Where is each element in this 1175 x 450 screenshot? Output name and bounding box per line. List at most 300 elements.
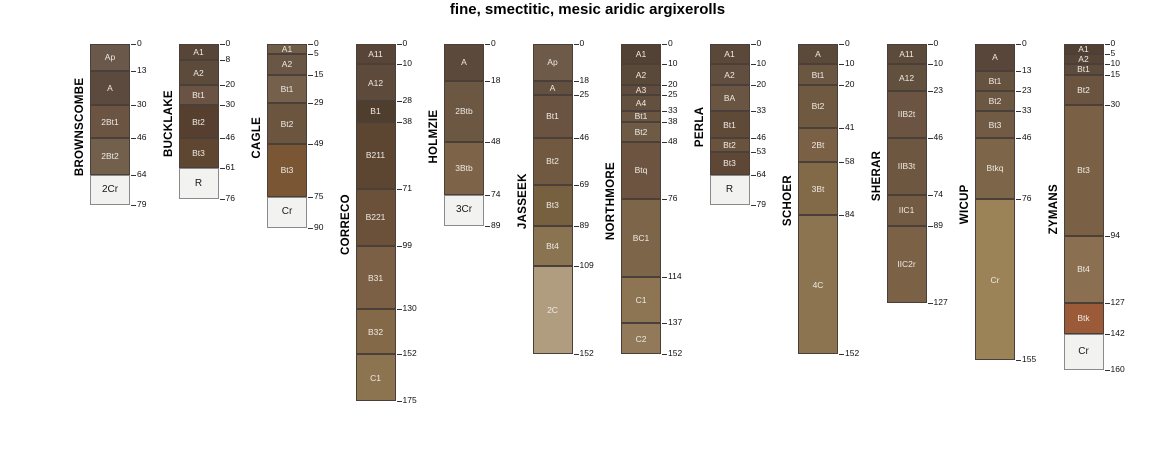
depth-tick (1016, 91, 1021, 92)
depth-tick (1105, 303, 1110, 304)
depth-tick-label: 99 (402, 239, 412, 250)
horizon-btk[interactable] (1064, 303, 1104, 334)
horizon-a11[interactable] (356, 44, 396, 64)
depth-tick-label: 33 (668, 105, 678, 116)
horizon-label: A (461, 57, 467, 68)
horizon-label: A (815, 49, 821, 60)
depth-tick-label: 15 (1110, 68, 1120, 79)
depth-tick-label: 61 (225, 162, 235, 173)
depth-tick-label: 10 (1110, 58, 1120, 69)
horizon-iib2t[interactable] (887, 91, 927, 138)
horizon-c1[interactable] (621, 277, 661, 324)
horizon-label: A2 (281, 59, 293, 70)
horizon-bt2[interactable] (621, 122, 661, 142)
depth-tick (751, 85, 756, 86)
horizon-a1[interactable] (1064, 44, 1104, 54)
horizon-bt4[interactable] (533, 226, 573, 267)
depth-tick-label: 23 (1022, 84, 1032, 95)
profile-label-bucklake: BUCKLAKE (162, 90, 175, 157)
horizon-b1[interactable] (356, 101, 396, 121)
horizon-label: Bt2 (192, 116, 205, 127)
depth-tick (751, 111, 756, 112)
depth-tick-label: 46 (933, 131, 943, 142)
horizon-b32[interactable] (356, 309, 396, 354)
depth-tick (751, 175, 756, 176)
horizon-bt2[interactable] (1064, 75, 1104, 106)
horizon-ap[interactable] (533, 44, 573, 81)
profile-label-jasseek: JASSEEK (516, 173, 529, 229)
horizon-a[interactable] (90, 71, 130, 106)
depth-tick (131, 44, 136, 45)
depth-tick-label: 10 (845, 58, 855, 69)
horizon-r[interactable] (710, 175, 750, 206)
depth-tick-label: 18 (491, 74, 501, 85)
depth-tick (662, 323, 667, 324)
depth-tick-label: 20 (845, 78, 855, 89)
horizon-label: Bt4 (546, 240, 559, 251)
horizon-label: 2Bt (811, 139, 825, 150)
horizon-ap[interactable] (90, 44, 130, 71)
depth-tick-label: 142 (1110, 327, 1125, 338)
horizon-bt1[interactable] (798, 64, 838, 84)
horizon-label: A1 (281, 44, 293, 55)
profile-bar (356, 44, 396, 401)
horizon-a1[interactable] (710, 44, 750, 64)
depth-tick (574, 95, 579, 96)
depth-tick (308, 103, 313, 104)
depth-tick-label: 130 (402, 303, 417, 314)
horizon-label: C1 (635, 295, 647, 305)
depth-tick-label: 30 (1110, 99, 1120, 110)
horizon-bt3[interactable] (533, 185, 573, 226)
depth-tick-label: 20 (668, 78, 678, 89)
depth-tick-label: 89 (933, 219, 943, 230)
depth-tick-label: 0 (137, 38, 142, 48)
depth-tick-label: 8 (225, 54, 231, 65)
horizon-bt1[interactable] (710, 111, 750, 138)
depth-tick (485, 81, 490, 82)
profile-label-sherar: SHERAR (870, 150, 883, 201)
depth-tick-label: 25 (579, 89, 589, 99)
horizon-label: A2 (635, 69, 647, 80)
depth-tick-label: 13 (1022, 64, 1032, 75)
horizon-3bt[interactable] (798, 162, 838, 215)
depth-tick-label: 13 (137, 64, 147, 75)
depth-tick-label: 10 (668, 58, 678, 69)
depth-tick (485, 44, 490, 45)
depth-tick-label: 29 (314, 97, 324, 108)
horizon-a2[interactable] (267, 54, 307, 74)
depth-tick-label: 46 (137, 131, 147, 142)
horizon-label: C2 (635, 333, 647, 344)
depth-tick-label: 0 (845, 38, 850, 48)
depth-tick (485, 195, 490, 196)
depth-tick (839, 354, 844, 355)
horizon-label: Cr (1078, 346, 1089, 358)
horizon-label: Bt3 (988, 119, 1002, 130)
depth-tick (220, 60, 225, 61)
horizon-label: Bt1 (280, 83, 294, 94)
profile-label-cagle: CAGLE (251, 116, 263, 159)
profile-bar (179, 44, 219, 199)
depth-tick (839, 64, 844, 65)
depth-tick-label: 114 (668, 270, 682, 281)
horizon-label: Bt2 (546, 156, 559, 167)
depth-tick-label: 20 (756, 78, 766, 89)
horizon-a[interactable] (533, 81, 573, 95)
depth-tick (220, 105, 225, 106)
profile-label-perla: PERLA (693, 106, 706, 147)
depth-tick (1016, 111, 1021, 112)
horizon-bt3[interactable] (267, 144, 307, 197)
horizon-bt2[interactable] (975, 91, 1015, 111)
horizon-label: A (107, 82, 113, 93)
depth-tick (397, 354, 402, 355)
horizon-bt1[interactable] (1064, 64, 1104, 74)
depth-tick-label: 75 (314, 191, 324, 201)
depth-tick (220, 168, 225, 169)
depth-tick-label: 10 (402, 58, 412, 69)
depth-tick-label: 109 (579, 260, 594, 271)
depth-tick-label: 46 (579, 131, 589, 142)
depth-tick-label: 0 (579, 38, 585, 48)
depth-tick-label: 79 (137, 199, 147, 210)
depth-tick-label: 76 (225, 193, 235, 204)
profile-label-northmore: NORTHMORE (605, 162, 617, 241)
depth-tick-label: 0 (1022, 38, 1027, 48)
horizon-a1[interactable] (267, 44, 307, 54)
depth-tick-label: 0 (225, 38, 231, 48)
depth-tick-label: 89 (491, 219, 501, 230)
depth-tick-label: 152 (845, 348, 860, 359)
depth-tick (662, 44, 667, 45)
horizon-label: Bt2 (280, 118, 294, 129)
horizon-label: 2Bt1 (101, 116, 119, 127)
depth-tick (397, 122, 402, 123)
depth-tick-label: 33 (1022, 105, 1032, 116)
depth-tick-label: 18 (579, 74, 589, 85)
horizon-bt1[interactable] (533, 95, 573, 138)
horizon-label: Bt3 (1077, 165, 1090, 176)
depth-tick (397, 64, 402, 65)
horizon-label: A3 (635, 84, 647, 95)
horizon-label: B32 (367, 326, 384, 337)
depth-tick-label: 76 (668, 193, 678, 204)
depth-tick (662, 122, 667, 123)
depth-tick (662, 199, 667, 200)
depth-tick-label: 76 (1022, 193, 1032, 204)
depth-tick (928, 195, 933, 196)
horizon-label: 3Bt (811, 183, 825, 194)
horizon-2c[interactable] (533, 266, 573, 354)
horizon-a11[interactable] (887, 44, 927, 64)
profile-bar (710, 44, 750, 205)
horizon-label: Bt1 (192, 89, 205, 100)
horizon-a2[interactable] (1064, 54, 1104, 64)
depth-tick (928, 64, 933, 65)
depth-tick (131, 205, 136, 206)
depth-tick-label: 175 (402, 395, 417, 405)
profile-bar (887, 44, 927, 303)
depth-tick-label: 69 (579, 178, 589, 189)
depth-tick (397, 309, 402, 310)
depth-tick-label: 46 (1022, 131, 1032, 142)
horizon-label: A2 (1078, 54, 1089, 65)
horizon-a2[interactable] (179, 60, 219, 84)
horizon-2bt1[interactable] (90, 105, 130, 138)
depth-tick (839, 215, 844, 216)
depth-tick (397, 189, 402, 190)
depth-tick (131, 105, 136, 106)
horizon-c1[interactable] (356, 354, 396, 401)
depth-tick (751, 64, 756, 65)
depth-tick (220, 199, 225, 200)
horizon-3cr[interactable] (444, 195, 484, 226)
depth-tick-label: 46 (225, 131, 235, 142)
horizon-2btb[interactable] (444, 81, 484, 142)
horizon-b31[interactable] (356, 246, 396, 309)
horizon-bt1[interactable] (975, 71, 1015, 91)
horizon-label: Bt1 (1077, 64, 1090, 75)
horizon-2bt2[interactable] (90, 138, 130, 175)
depth-tick-label: 53 (756, 146, 766, 157)
horizon-label: A (992, 52, 998, 63)
profile-bar (267, 44, 307, 228)
horizon-bt3[interactable] (179, 138, 219, 169)
depth-tick (1105, 370, 1110, 371)
depth-tick-label: 10 (756, 58, 766, 69)
depth-tick-label: 30 (225, 99, 235, 110)
profile-bar (90, 44, 130, 205)
depth-tick (1016, 199, 1021, 200)
horizon-bt2[interactable] (533, 138, 573, 185)
depth-tick-label: 23 (933, 84, 943, 95)
horizon-cr[interactable] (267, 197, 307, 228)
depth-tick (662, 142, 667, 143)
horizon-label: 2Btb (455, 106, 473, 117)
depth-tick (1105, 44, 1110, 45)
horizon-iic2r[interactable] (887, 226, 927, 304)
depth-tick (751, 44, 756, 45)
horizon-bt4[interactable] (1064, 236, 1104, 303)
horizon-a4[interactable] (621, 95, 661, 111)
horizon-a3[interactable] (621, 85, 661, 95)
horizon-label: IIC1 (898, 205, 915, 216)
horizon-r[interactable] (179, 168, 219, 199)
horizon-c2[interactable] (621, 323, 661, 354)
horizon-a12[interactable] (356, 64, 396, 101)
horizon-label: BA (723, 93, 736, 104)
horizon-label: A12 (898, 72, 915, 83)
horizon-label: A1 (193, 47, 204, 58)
profile-bar (975, 44, 1015, 360)
horizon-label: C1 (370, 372, 381, 383)
depth-tick (751, 138, 756, 139)
horizon-a2[interactable] (710, 64, 750, 84)
horizon-label: 2C (547, 305, 558, 316)
horizon-bc1[interactable] (621, 199, 661, 277)
horizon-3btb[interactable] (444, 142, 484, 195)
horizon-4c[interactable] (798, 215, 838, 354)
depth-tick-label: 0 (491, 38, 496, 48)
depth-tick-label: 152 (579, 348, 594, 359)
horizon-label: R (194, 177, 203, 189)
horizon-label: IIB2t (897, 109, 916, 120)
depth-tick-label: 10 (933, 58, 943, 69)
horizon-label: Bt2 (1077, 84, 1090, 95)
depth-tick (1016, 360, 1021, 361)
depth-tick (397, 246, 402, 247)
depth-tick-label: 94 (1110, 229, 1120, 240)
horizon-label: Bt2 (634, 126, 648, 137)
depth-tick (574, 185, 579, 186)
horizon-label: B211 (365, 150, 386, 161)
horizon-btkq[interactable] (975, 138, 1015, 199)
horizon-iib3t[interactable] (887, 138, 927, 195)
horizon-2cr[interactable] (90, 175, 130, 206)
depth-tick-label: 0 (402, 38, 408, 48)
horizon-label: A2 (193, 67, 204, 78)
depth-tick-label: 49 (314, 137, 324, 148)
profile-bar (621, 44, 661, 354)
profile-bar (798, 44, 838, 354)
depth-tick-label: 28 (402, 95, 412, 106)
horizon-a12[interactable] (887, 64, 927, 91)
profile-label-holmzie: HOLMZIE (428, 109, 440, 164)
depth-tick (574, 266, 579, 267)
profile-label-wicup: WICUP (959, 184, 971, 225)
horizon-a[interactable] (975, 44, 1015, 71)
horizon-a[interactable] (798, 44, 838, 64)
horizon-label: Btq (634, 165, 648, 176)
horizon-label: A12 (367, 77, 384, 88)
depth-tick (1105, 334, 1110, 335)
depth-tick-label: 79 (756, 199, 766, 210)
depth-tick-label: 0 (756, 38, 762, 48)
horizon-label: Bt2 (988, 96, 1002, 107)
depth-tick (1016, 44, 1021, 45)
depth-tick-label: 33 (756, 105, 766, 116)
depth-tick-label: 64 (756, 168, 766, 179)
horizon-bt2[interactable] (710, 138, 750, 152)
profile-bar (444, 44, 484, 226)
profile-bar (533, 44, 573, 354)
horizon-label: Bt3 (723, 158, 736, 169)
depth-tick-label: 25 (668, 89, 678, 99)
depth-tick (928, 138, 933, 139)
horizon-iic1[interactable] (887, 195, 927, 226)
horizon-bt1[interactable] (267, 75, 307, 104)
horizon-bt3[interactable] (975, 111, 1015, 138)
depth-tick (397, 101, 402, 102)
horizon-2bt[interactable] (798, 128, 838, 163)
depth-tick (662, 85, 667, 86)
horizon-bt3[interactable] (1064, 105, 1104, 236)
depth-tick (839, 162, 844, 163)
horizon-label: 4C (812, 279, 824, 290)
depth-tick (131, 138, 136, 139)
depth-tick-label: 0 (933, 38, 939, 48)
horizon-a1[interactable] (621, 44, 661, 64)
horizon-label: Bt3 (546, 200, 559, 211)
horizon-label: BC1 (632, 232, 650, 243)
depth-tick-label: 0 (668, 38, 673, 48)
depth-tick (485, 226, 490, 227)
horizon-label: Btk (1077, 313, 1090, 324)
horizon-a[interactable] (444, 44, 484, 81)
horizon-b221[interactable] (356, 189, 396, 246)
depth-tick (662, 64, 667, 65)
depth-tick-label: 5 (1110, 48, 1116, 59)
depth-tick-label: 74 (491, 188, 501, 199)
horizon-label: Btkq (986, 163, 1004, 174)
depth-tick (1105, 54, 1110, 55)
horizon-a1[interactable] (179, 44, 219, 60)
horizon-label: A1 (1078, 44, 1089, 55)
horizon-label: 2Bt2 (101, 151, 119, 162)
depth-tick (928, 303, 933, 304)
horizon-label: A11 (368, 49, 383, 60)
depth-tick (131, 175, 136, 176)
horizon-label: Bt2 (811, 101, 825, 112)
depth-tick (397, 44, 402, 45)
horizon-bt1[interactable] (179, 85, 219, 105)
horizon-label: A4 (635, 98, 647, 109)
horizon-bt3[interactable] (710, 152, 750, 174)
depth-tick-label: 71 (402, 182, 412, 193)
horizon-label: Cr (990, 274, 1000, 285)
horizon-bt2[interactable] (798, 85, 838, 128)
depth-tick (220, 138, 225, 139)
horizon-a2[interactable] (621, 64, 661, 84)
horizon-ba[interactable] (710, 85, 750, 112)
horizon-b211[interactable] (356, 122, 396, 189)
depth-tick-label: 137 (668, 317, 683, 328)
depth-tick (1105, 105, 1110, 106)
depth-tick (574, 81, 579, 82)
depth-tick-label: 38 (668, 115, 678, 126)
depth-tick-label: 58 (845, 156, 855, 167)
depth-tick (662, 95, 667, 96)
horizon-label: Bt1 (546, 111, 559, 122)
depth-tick (928, 226, 933, 227)
depth-tick (662, 277, 667, 278)
horizon-label: A1 (635, 49, 647, 60)
depth-tick-label: 152 (402, 348, 417, 359)
depth-tick (574, 138, 579, 139)
depth-tick (1105, 75, 1110, 76)
horizon-btq[interactable] (621, 142, 661, 199)
horizon-bt1[interactable] (621, 111, 661, 121)
depth-tick-label: 127 (1110, 297, 1125, 308)
horizon-cr[interactable] (1064, 334, 1104, 371)
depth-tick (928, 91, 933, 92)
horizon-cr[interactable] (975, 199, 1015, 360)
depth-tick (397, 401, 402, 402)
depth-tick-label: 90 (314, 221, 324, 232)
depth-tick (485, 142, 490, 143)
horizon-bt2[interactable] (179, 105, 219, 138)
depth-tick (839, 85, 844, 86)
depth-tick (308, 197, 313, 198)
horizon-label: Cr (281, 206, 293, 218)
depth-tick (131, 71, 136, 72)
horizon-bt2[interactable] (267, 103, 307, 144)
depth-tick-label: 155 (1022, 354, 1037, 365)
depth-tick (1105, 64, 1110, 65)
horizon-label: A1 (724, 49, 735, 60)
chart-title: fine, smectitic, mesic aridic argixerolls (449, 1, 726, 18)
